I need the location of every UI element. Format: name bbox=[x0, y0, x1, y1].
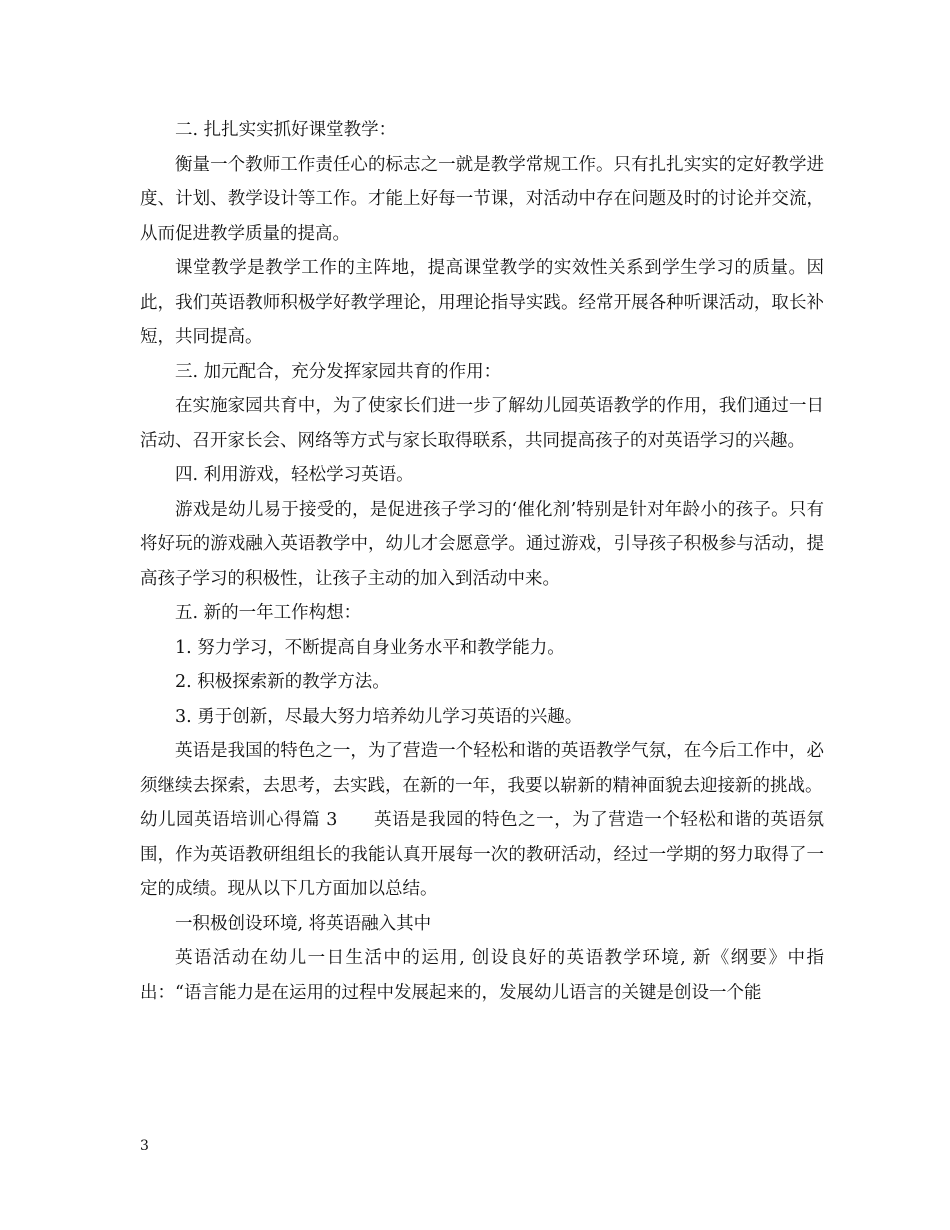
section-heading-4: 四. 利用游戏，轻松学习英语。 bbox=[175, 465, 414, 485]
paragraph: 游戏是幼儿易于接受的，是促进孩子学习的‘催化剂’特别是针对年龄小的孩子。只有将好玩的游戏融入英语教学中，幼儿才会愿意学。通过游戏，引导孩子积极参与活动，提高孩子学习的积极性，让孩子主动的加入到活动中来。 bbox=[140, 499, 824, 589]
section-heading-3: 三. 加元配合，充分发挥家园共育的作用： bbox=[175, 361, 502, 382]
paragraph: 英语活动在幼儿一日生活中的运用, 创设良好的英语教学环境, 新《纲要》中指出：“语言能力是在运用的过程中发展起来的，发展幼儿语言的关键是创设一个能 bbox=[140, 948, 824, 1003]
paragraph: 衡量一个教师工作责任心的标志之一就是教学常规工作。只有扎扎实实的定好教学进度、计划、教学设计等工作。才能上好每一节课，对活动中存在问题及时的讨论并交流，从而促进教学质量的提高。 bbox=[140, 154, 824, 244]
list-item: 1. 努力学习，不断提高自身业务水平和教学能力。 bbox=[175, 637, 565, 658]
paragraph: 在实施家园共育中，为了使家长们进一步了解幼儿园英语教学的作用，我们通过一日活动、召开家长会、网络等方式与家长取得联系，共同提高孩子的对英语学习的兴趣。 bbox=[140, 396, 824, 451]
article-title-paragraph: 幼儿园英语培训心得篇 3 英语是我园的特色之一，为了营造一个轻松和谐的英语氛围，作为英语教研组组长的我能认真开展每一次的教研活动，经过一学期的努力取得了一定的成绩。现从以下几方面加以总结。 bbox=[140, 810, 824, 899]
section-heading-5: 五. 新的一年工作构想： bbox=[175, 603, 362, 623]
section-heading-2: 二. 扎扎实实抓好课堂教学： bbox=[175, 120, 397, 140]
list-item: 3. 勇于创新，尽最大努力培养幼儿学习英语的兴趣。 bbox=[175, 706, 583, 727]
paragraph: 课堂教学是教学工作的主阵地，提高课堂教学的实效性关系到学生学习的质量。因此，我们英语教师积极学好教学理论，用理论指导实践。经常开展各种听课活动，取长补短，共同提高。 bbox=[140, 258, 824, 347]
section-heading-1: 一积极创设环境, 将英语融入其中 bbox=[175, 913, 432, 934]
document-body bbox=[140, 113, 824, 1010]
page-number: 3 bbox=[140, 1138, 149, 1154]
list-item: 2. 积极探索新的教学方法。 bbox=[175, 672, 390, 692]
paragraph: 英语是我国的特色之一，为了营造一个轻松和谐的英语教学气氛，在今后工作中，必须继续去探索，去思考，去实践，在新的一年，我要以崭新的精神面貌去迎接新的挑战。 bbox=[140, 741, 824, 796]
